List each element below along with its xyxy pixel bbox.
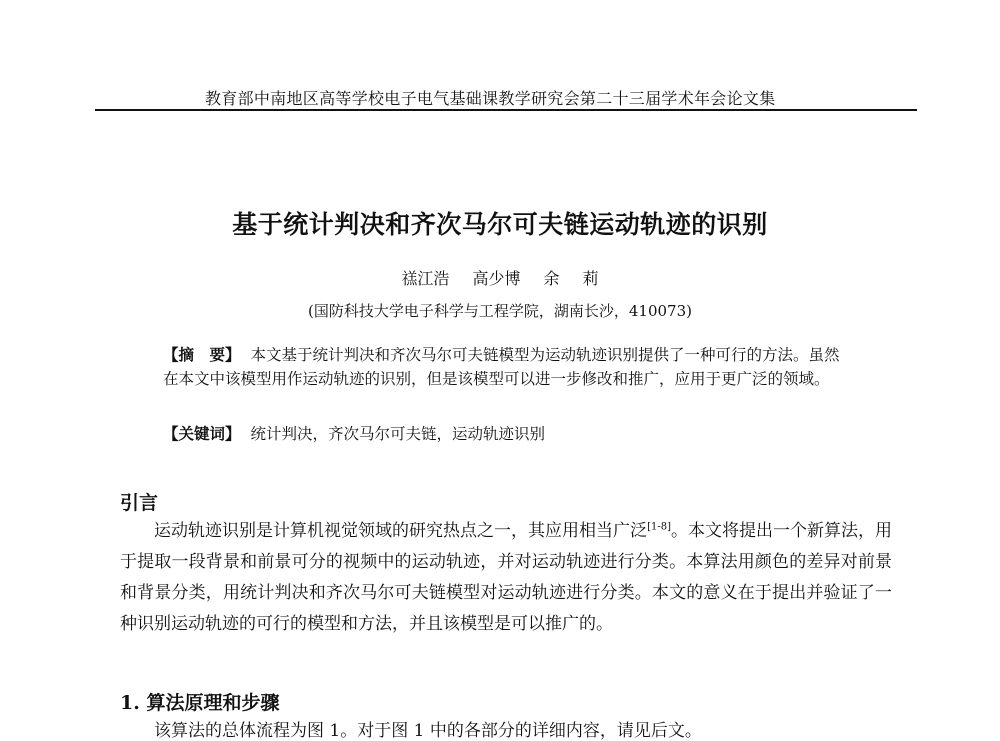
intro-heading: 引言: [120, 492, 159, 514]
authors: 禚江浩 高少博 余 莉: [401, 269, 599, 288]
affiliation: (国防科技大学电子科学与工程学院，湖南长沙，410073): [308, 302, 692, 320]
keywords: [163, 422, 843, 444]
intro-text-after-citation: 。本文将提出一个新算法，用于提取一段背景和前景可分的视频中的运动轨迹，并对运动轨迹进行分类。本算法用颜色的差异对前景和背景分类，用统计判决和齐次马尔可夫链模型对运动轨迹进行分类。本文的意义在于提出并验证了一种识别运动轨迹的可行的模型和方法，并且该模型是可以推广的。: [120, 521, 893, 634]
header-rule: [95, 109, 917, 111]
method-heading: 1. 算法原理和步骤: [120, 692, 280, 714]
citation-ref: [1-8]: [647, 521, 671, 533]
intro-text-before-citation: 运动轨迹识别是计算机视觉领域的研究热点之一，其应用相当广泛: [154, 521, 648, 541]
abstract-text: 本文基于统计判决和齐次马尔可夫链模型为运动轨迹识别提供了一种可行的方法。虽然在本文中该模型用作运动轨迹的识别，但是该模型可以进一步修改和推广，应用于更广泛的领域。: [163, 346, 840, 388]
keywords-label: 【关键词】: [163, 424, 241, 443]
paper-title: 基于统计判决和齐次马尔可夫链运动轨迹的识别: [232, 210, 768, 239]
method-paragraph: 该算法的总体流程为图 1。对于图 1 中的各部分的详细内容，请见后文。: [154, 721, 702, 741]
abstract-label: 【摘 要】: [163, 345, 241, 364]
running-header: 教育部中南地区高等学校电子电气基础课教学研究会第二十三届学术年会论文集: [205, 89, 776, 108]
abstract: [163, 343, 843, 391]
intro-paragraph: [120, 516, 892, 640]
keywords-text: 统计判决，齐次马尔可夫链，运动轨迹识别: [250, 425, 546, 443]
